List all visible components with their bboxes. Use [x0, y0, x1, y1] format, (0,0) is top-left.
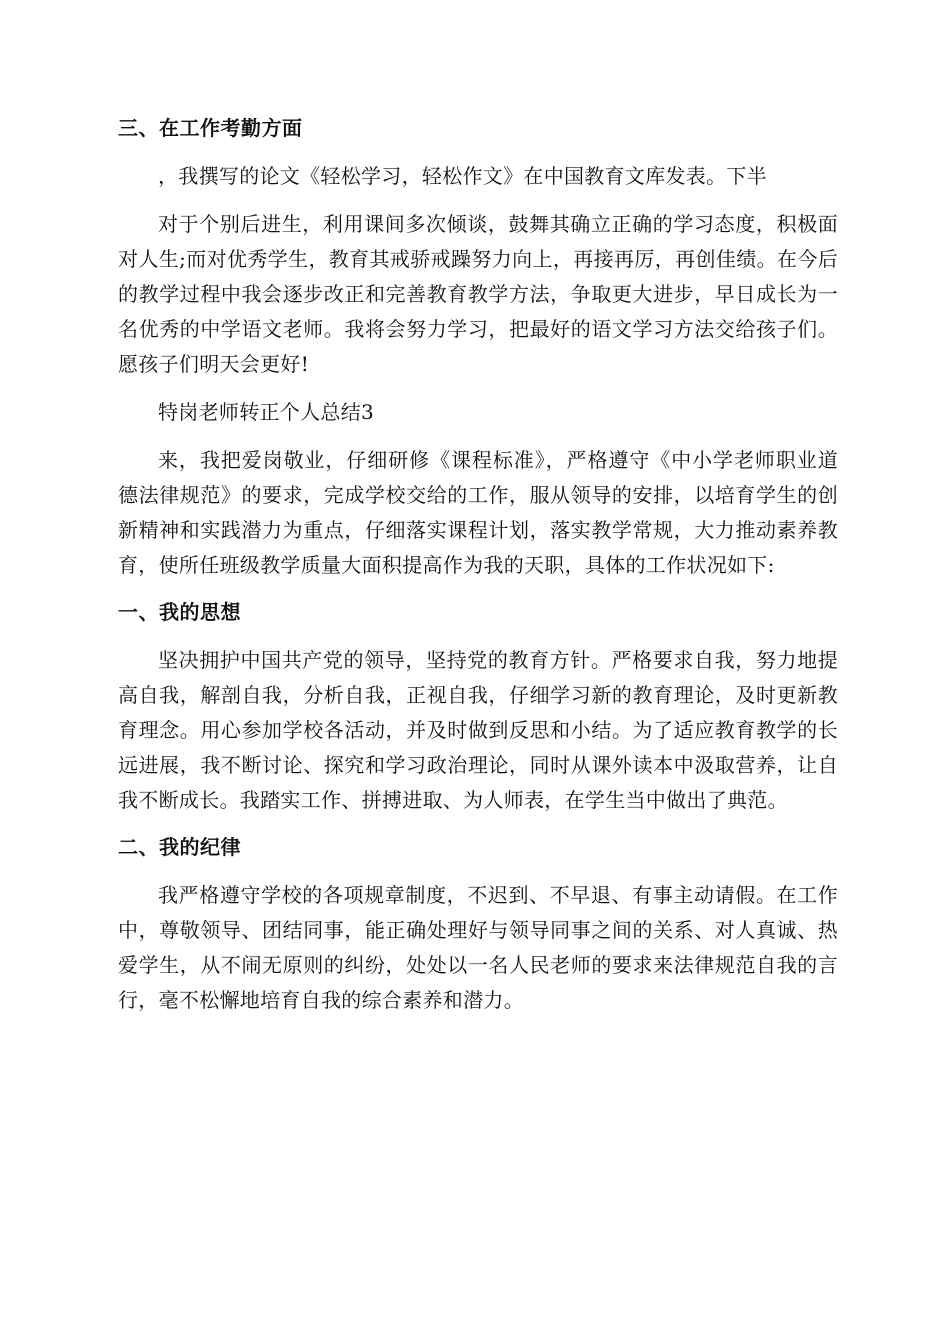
paragraph-discipline: 我严格遵守学校的各项规章制度，不迟到、不早退、有事主动请假。在工作中，尊敬领导、团结同事，能正确处理好与领导同事之间的关系、对人真诚、热爱学生，从不闹无原则的纠纷，处处以一名人民老师的要求来法律规范自我的言行，毫不松懈地培育自我的综合素养和潜力。: [118, 883, 838, 1012]
paragraph-paper-publication: ，我撰写的论文《轻松学习，轻松作文》在中国教育文库发表。下半: [158, 164, 767, 188]
section-heading-discipline: 二、我的纪律: [118, 835, 241, 859]
paragraph-thoughts: 坚决拥护中国共产党的领导，坚持党的教育方针。严格要求自我，努力地提高自我，解剖自我，分析自我，正视自我，仔细学习新的教育理论，及时更新教育理念。用心参加学校各活动，并及时做到反思和小结。为了适应教育教学的长远进展，我不断讨论、探究和学习政治理论，同时从课外读本中汲取营养，让自我不断成长。我踏实工作、拼搏进取、为人师表，在学生当中做出了典范。: [118, 648, 838, 812]
section-heading-attendance: 三、在工作考勤方面: [118, 116, 303, 140]
paragraph-work-overview: 来，我把爱岗敬业，仔细研修《课程标准》，严格遵守《中小学老师职业道德法律规范》的要求，完成学校交给的工作，服从领导的安排，以培育学生的创新精神和实践潜力为重点，仔细落实课程计划，落实教学常规，大力推动素养教育，使所任班级教学质量大面积提高作为我的天职，具体的工作状况如下:: [118, 448, 838, 577]
paragraph-summary-title: 特岗老师转正个人总结3: [158, 400, 375, 424]
document-page: [118, 110, 838, 1018]
paragraph-student-guidance: 对于个别后进生，利用课间多次倾谈，鼓舞其确立正确的学习态度，积极面对人生;而对优秀学生，教育其戒骄戒躁努力向上，再接再厉，再创佳绩。在今后的教学过程中我会逐步改正和完善教育教学方法，争取更大进步，早日成长为一名优秀的中学语文老师。我将会努力学习，把最好的语文学习方法交给孩子们。愿孩子们明天会更好!: [118, 212, 838, 376]
section-heading-thoughts: 一、我的思想: [118, 600, 241, 624]
